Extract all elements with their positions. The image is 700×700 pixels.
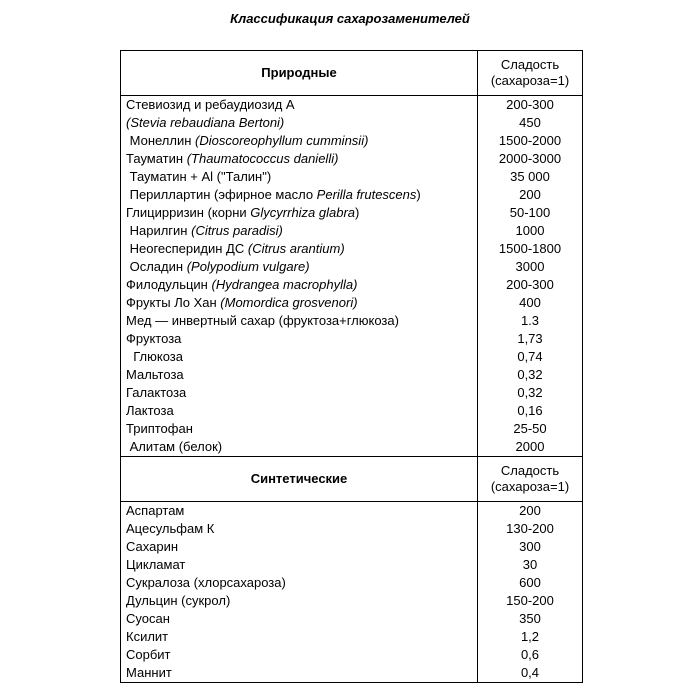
- sweetener-name: [121, 204, 478, 222]
- sweetener-latin-name: Glycyrrhiza glabra: [250, 205, 356, 220]
- sweetener-latin-name: (Polypodium vulgare): [186, 259, 310, 274]
- table-row: [121, 628, 583, 646]
- sweetness-value: 0,16: [478, 402, 583, 420]
- table-row: [121, 168, 583, 186]
- sweetener-name-text: Нарилгин: [126, 223, 192, 238]
- sweetness-value: 200-300: [478, 96, 583, 115]
- sweetener-name: [121, 258, 478, 276]
- sweetener-name: [121, 628, 478, 646]
- sweetener-name: [121, 294, 478, 312]
- sweetener-latin-name: (Momordica grosvenori): [220, 295, 358, 310]
- sweetener-name: [121, 222, 478, 240]
- sweetener-latin-name: (Stevia rebaudiana Bertoni): [126, 115, 285, 130]
- sweetener-name-text: Триптофан: [126, 421, 193, 436]
- table-row: [121, 664, 583, 683]
- sweetener-name: [121, 538, 478, 556]
- sweetness-value: 0,74: [478, 348, 583, 366]
- sweetness-value: 350: [478, 610, 583, 628]
- table-row: [121, 348, 583, 366]
- sweetener-name-text: Маннит: [126, 665, 172, 680]
- sweetener-name: [121, 186, 478, 204]
- table-row: [121, 330, 583, 348]
- section-title: Природные: [121, 51, 478, 96]
- table-row: [121, 520, 583, 538]
- sweetness-header-line: (сахароза=1): [490, 73, 570, 88]
- table-row: [121, 384, 583, 402]
- sweetness-value: 130-200: [478, 520, 583, 538]
- sweetness-header-line: Сладость: [500, 57, 560, 72]
- sweetness-value: 1500-2000: [478, 132, 583, 150]
- sweetener-name: [121, 402, 478, 420]
- sweetness-value: 1500-1800: [478, 240, 583, 258]
- sweetness-header-line: (сахароза=1): [490, 479, 570, 494]
- sweetener-name: [121, 646, 478, 664]
- sweetener-name: [121, 132, 478, 150]
- section-title: Синтетические: [121, 457, 478, 502]
- sweetener-name-text: Мальтоза: [126, 367, 184, 382]
- sweetener-name-text: Филодульцин: [126, 277, 212, 292]
- sweetener-name: [121, 276, 478, 294]
- sweetener-name-text: Сахарин: [126, 539, 179, 554]
- sweetener-name: [121, 384, 478, 402]
- sweetener-name-text: Лактоза: [126, 403, 174, 418]
- sweetness-value: 2000-3000: [478, 150, 583, 168]
- table-row: [121, 204, 583, 222]
- table-row: [121, 574, 583, 592]
- sweetness-value: 600: [478, 574, 583, 592]
- sweetness-value: 0,6: [478, 646, 583, 664]
- sweetness-value: 0,32: [478, 384, 583, 402]
- sweetness-value: 3000: [478, 258, 583, 276]
- table-row: [121, 294, 583, 312]
- sweetener-name-text: Монеллин: [126, 133, 196, 148]
- sweetener-latin-name: Perilla frutescens: [316, 187, 417, 202]
- sweetness-value: 35 000: [478, 168, 583, 186]
- sweetener-name-text: Ксилит: [126, 629, 169, 644]
- sweetener-name: [121, 438, 478, 457]
- sweetener-name-text: Аспартам: [126, 503, 185, 518]
- table-row: [121, 420, 583, 438]
- sweetener-name: [121, 330, 478, 348]
- table-row: [121, 312, 583, 330]
- sweetness-value: 30: [478, 556, 583, 574]
- sweetness-value: 0,4: [478, 664, 583, 683]
- sweetness-value: 50-100: [478, 204, 583, 222]
- sweetener-name-text: Цикламат: [126, 557, 186, 572]
- sweetener-name-text: Сукралоза (хлорсахароза): [126, 575, 286, 590]
- sweetness-value: 25-50: [478, 420, 583, 438]
- sweetness-value: 1,73: [478, 330, 583, 348]
- sweetener-latin-name: (Thaumatococcus danielli): [186, 151, 339, 166]
- sweetener-name-text: Сорбит: [126, 647, 171, 662]
- table-row: [121, 366, 583, 384]
- table-row: [121, 96, 583, 115]
- sweeteners-table-body: [121, 51, 583, 683]
- table-row: [121, 438, 583, 457]
- sweetener-name: [121, 96, 478, 115]
- sweetener-name: [121, 610, 478, 628]
- sweetener-latin-name: (Hydrangea macrophylla): [211, 277, 358, 292]
- table-row: [121, 502, 583, 521]
- sweetener-name: [121, 420, 478, 438]
- sweetener-name-text: Суосан: [126, 611, 170, 626]
- sweetener-name: [121, 574, 478, 592]
- table-row: [121, 276, 583, 294]
- sweetener-latin-name: (Citrus paradisi): [191, 223, 283, 238]
- sweetener-name-text: Периллартин (эфирное масло: [126, 187, 317, 202]
- sweetener-name: [121, 556, 478, 574]
- sweetener-name-text: Дульцин (сукрол): [126, 593, 231, 608]
- sweetener-name: [121, 348, 478, 366]
- sweetness-value: 200: [478, 502, 583, 521]
- sweetener-name-text: Галактоза: [126, 385, 187, 400]
- sweetness-value: 1000: [478, 222, 583, 240]
- sweetener-name: [121, 502, 478, 521]
- sweetness-header: [478, 51, 583, 96]
- sweetener-name: [121, 520, 478, 538]
- table-row: [121, 538, 583, 556]
- table-row: [121, 240, 583, 258]
- table-row: [121, 114, 583, 132]
- sweetness-value: 450: [478, 114, 583, 132]
- sweetener-name-text: Глицирризин (корни: [126, 205, 251, 220]
- sweetness-value: 1.3: [478, 312, 583, 330]
- sweetener-name: [121, 114, 478, 132]
- section-header-row: [121, 51, 583, 96]
- sweetness-value: 1,2: [478, 628, 583, 646]
- sweetener-name: [121, 240, 478, 258]
- sweetness-value: 200: [478, 186, 583, 204]
- sweetener-name-text: Фрукты Ло Хан: [126, 295, 221, 310]
- sweetener-name-text: Фруктоза: [126, 331, 182, 346]
- section-header-row: [121, 457, 583, 502]
- sweetener-name-text: Осладин: [126, 259, 187, 274]
- sweetener-name-suffix: ): [416, 187, 421, 202]
- sweetness-header: [478, 457, 583, 502]
- sweetness-value: 2000: [478, 438, 583, 457]
- sweetener-name-text: Глюкоза: [126, 349, 183, 364]
- sweetness-value: 300: [478, 538, 583, 556]
- sweetener-name: [121, 664, 478, 683]
- table-row: [121, 646, 583, 664]
- table-row: [121, 132, 583, 150]
- sweetener-name: [121, 168, 478, 186]
- table-row: [121, 556, 583, 574]
- table-row: [121, 258, 583, 276]
- sweetener-latin-name: (Citrus arantium): [247, 241, 345, 256]
- sweetener-name-text: Мед — инвертный сахар (фруктоза+глюкоза): [126, 313, 399, 328]
- sweetener-name: [121, 592, 478, 610]
- sweetener-name-suffix: ): [355, 205, 360, 220]
- table-row: [121, 592, 583, 610]
- sweetener-name-text: Алитам (белок): [126, 439, 223, 454]
- sweetness-header-line: Сладость: [500, 463, 560, 478]
- sweetener-name-text: Стевиозид и ребаудиозид А: [126, 97, 295, 112]
- sweetener-name-text: Тауматин: [126, 151, 187, 166]
- sweeteners-table: [120, 50, 583, 683]
- sweetener-name: [121, 150, 478, 168]
- sweetener-name: [121, 312, 478, 330]
- sweetener-name: [121, 366, 478, 384]
- sweetener-latin-name: (Dioscoreophyllum cumminsii): [195, 133, 369, 148]
- sweetener-name-text: Неогесперидин ДС: [126, 241, 248, 256]
- sweetness-value: 200-300: [478, 276, 583, 294]
- table-row: [121, 150, 583, 168]
- table-row: [121, 186, 583, 204]
- table-row: [121, 402, 583, 420]
- table-row: [121, 222, 583, 240]
- sweetener-name-text: Тауматин + Al ("Талин"): [126, 169, 272, 184]
- page-title: Классификация сахарозаменителей: [230, 11, 470, 26]
- sweetness-value: 150-200: [478, 592, 583, 610]
- sweetness-value: 400: [478, 294, 583, 312]
- sweetness-value: 0,32: [478, 366, 583, 384]
- sweetener-name-text: Ацесульфам К: [126, 521, 215, 536]
- table-row: [121, 610, 583, 628]
